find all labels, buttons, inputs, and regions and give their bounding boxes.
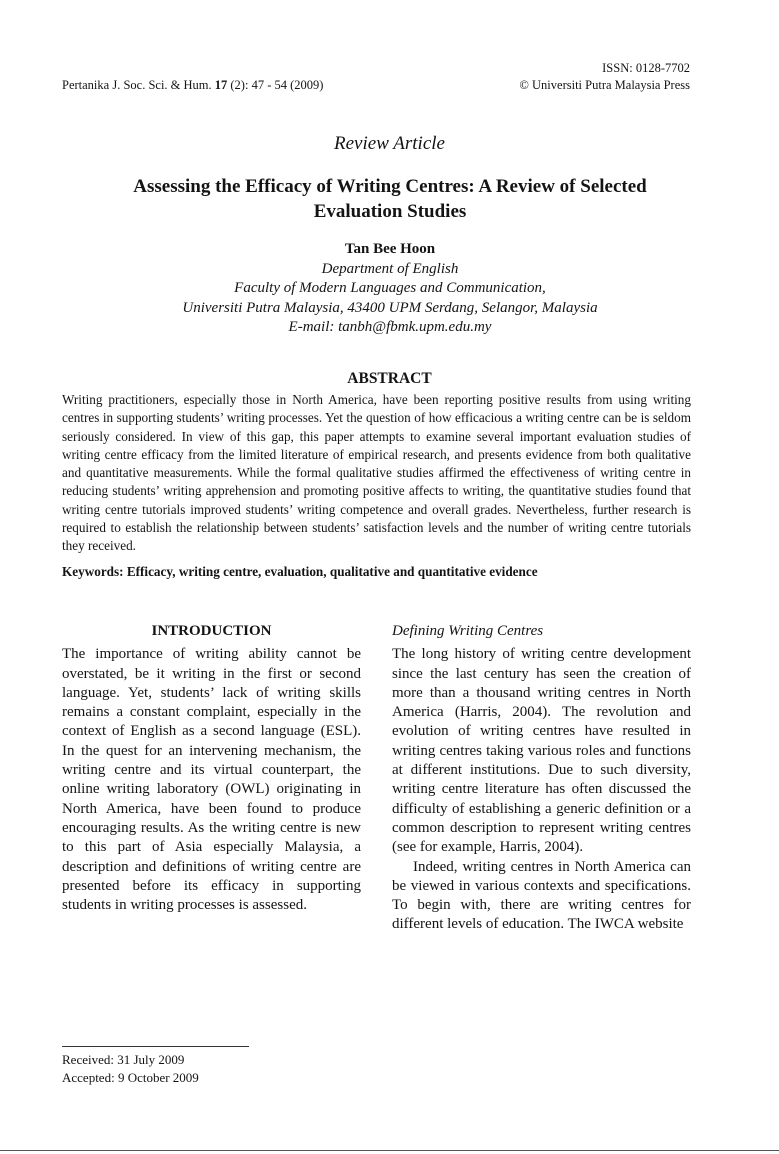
journal-name: Pertanika J. Soc. Sci. & Hum. — [62, 78, 215, 92]
accepted-date: Accepted: 9 October 2009 — [62, 1069, 199, 1085]
footnote — [62, 1051, 199, 1086]
keywords: Keywords: Efficacy, writing centre, evaluation, qualitative and quantitative evidence — [62, 564, 538, 579]
author-department: Department of English — [321, 260, 459, 277]
abstract-heading: ABSTRACT — [347, 370, 432, 387]
left-column — [62, 622, 361, 915]
journal-issue: (2) — [227, 78, 245, 92]
author-email: E-mail: tanbh@fbmk.upm.edu.my — [288, 319, 492, 335]
right-column — [392, 622, 691, 935]
received-date: Received: 31 July 2009 — [62, 1052, 185, 1067]
publisher-info — [519, 60, 690, 94]
introduction-paragraph: The importance of writing ability cannot be overstated, be it writing in the first or second language. Yet, students’ lack of writing skills remains a constant complaint, especially in the context of English as a second language (ESL). In the quest for an intervening mechanism, the writing centre and its virtual counterpart, the online writing laboratory (OWL) originating in North America, have been found to produce encouraging results. As the writing centre is new to this part of Asia especially Malaysia, a description and definitions of writing centre are presented before its efficacy in supporting students in writing processes is assessed. — [62, 646, 361, 914]
journal-citation — [62, 77, 323, 94]
defining-paragraph-2: Indeed, writing centres in North America can be viewed in various contexts and specifications. To begin with, there are writing centres for different levels of education. The IWCA website — [392, 858, 691, 933]
abstract-text: Writing practitioners, especially those in North America, have been reporting positive results from using writing centres in supporting students’ writing processes. Yet the question of how efficacious a writing centre can be is seldom seriously considered. In view of this gap, this paper attempts to examine several important evaluation studies of writing centre efficacy from the limited literature of empirical research, and presents evidence from both qualitative and quantitative measurements. While the formal qualitative studies affirmed the effectiveness of writing centre in reducing students’ writing apprehension and promoting positive affects to writing, the quantitative studies found that writing centre tutorials improved students’ writing competence and overall grades. Nevertheless, further research is required to establish the relationship between students’ satisfaction levels and the number of writing centre tutorials they received. — [62, 392, 691, 554]
author-faculty: Faculty of Modern Languages and Communication, — [234, 280, 546, 296]
paper-title: Assessing the Efficacy of Writing Centres: A Review of Selected Evaluation Studies — [133, 176, 647, 222]
defining-heading: Defining Writing Centres — [392, 623, 544, 639]
article-type: Review Article — [334, 133, 445, 154]
defining-paragraph-1: The long history of writing centre development since the last century has seen the creation of more than a thousand writing centres in North America (Harris, 2004). The revolution and evolution of writing centres have resulted in writing centres taking various roles and functions at different institutions. Due to such diversity, writing centre literature has often discussed the difficulty of establishing a generic definition or a common description to represent writing centres (see for example, Harris, 2004). — [392, 646, 691, 856]
publisher: © Universiti Putra Malaysia Press — [519, 78, 690, 92]
author-block — [90, 240, 690, 338]
author-name: Tan Bee Hoon — [344, 241, 436, 257]
journal-volume: 17 — [214, 78, 228, 92]
page-edge — [0, 1150, 779, 1151]
introduction-heading: INTRODUCTION — [151, 623, 272, 639]
issn: ISSN: 0128-7702 — [602, 61, 690, 75]
footnote-divider — [62, 1046, 249, 1047]
author-university: Universiti Putra Malaysia, 43400 UPM Serdang, Selangor, Malaysia — [182, 299, 598, 316]
journal-pages: : 47 - 54 (2009) — [244, 78, 324, 92]
